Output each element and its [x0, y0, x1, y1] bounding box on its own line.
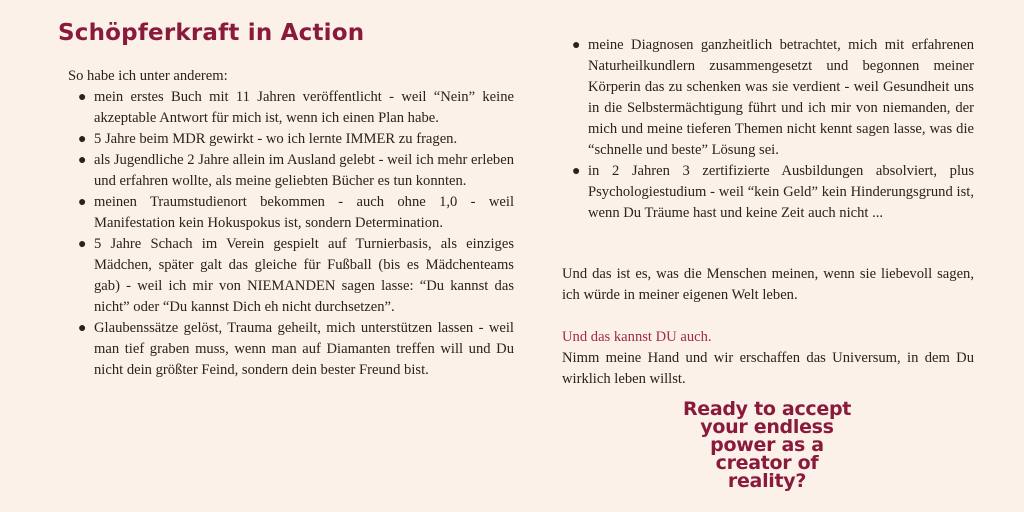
list-item — [73, 150, 514, 192]
list-item-text: 5 Jahre beim MDR gewirkt - wo ich lernte IMMER zu fragen. — [94, 131, 458, 147]
bullet-icon: ● — [78, 90, 87, 105]
highlight-line: Und das kannst DU auch. — [562, 329, 712, 345]
list-item — [567, 35, 974, 161]
list-item — [73, 129, 514, 150]
list-item-text: in 2 Jahren 3 zertifizierte Ausbildungen absolviert, plus Psychologiestudium - weil “kein Geld” kein Hinderungsgrund ist, wenn Du Träume hast und keine Zeit auch nicht ... — [588, 163, 974, 221]
summary-paragraph: Und das ist es, was die Menschen meinen, wenn sie liebevoll sagen, ich würde in meiner eigenen Welt leben. — [562, 266, 974, 303]
list-item — [567, 161, 974, 224]
page-title: Schöpferkraft in Action — [58, 20, 365, 46]
list-item — [73, 192, 514, 234]
cta-line: your endless — [700, 416, 834, 438]
list-item — [73, 87, 514, 129]
cta-line: creator of — [715, 452, 819, 474]
cta-line: Ready to accept — [682, 398, 852, 420]
bullet-icon: ● — [78, 237, 87, 252]
bullet-icon: ● — [572, 164, 581, 179]
list-item-text: mein erstes Buch mit 11 Jahren veröffentlicht - weil “Nein” keine akzeptable Antwort für mich ist, wenn ich einen Plan habe. — [94, 89, 514, 126]
list-item-text: meine Diagnosen ganzheitlich betrachtet, mich mit erfahrenen Naturheilkundlern zusammengesetzt und begonnen meiner Körperin das zu schenken was sie verdient - weil Gesundheit uns in die Selbstermächtigung führt und ich mir von niemanden, der mich und meine tieferen Themen nicht kennt sagen lasse, was die “schnelle und beste” Lösung sei. — [588, 37, 974, 158]
list-item — [73, 234, 514, 318]
list-item-text: als Jugendliche 2 Jahre allein im Ausland gelebt - weil ich mehr erleben und erfahren wollte, als meine geliebten Bücher es tun konnten. — [94, 152, 514, 189]
list-item-text: Glaubenssätze gelöst, Trauma geheilt, mich unterstützen lassen - weil man tief graben muss, wenn man auf Diamanten treffen will und Du nicht dein größter Feind, sondern dein bester Freund bist. — [94, 320, 514, 378]
list-item — [73, 318, 514, 381]
bullet-icon: ● — [78, 132, 87, 147]
bullet-icon: ● — [572, 38, 581, 53]
invitation-paragraph: Nimm meine Hand und wir erschaffen das Universum, in dem Du wirklich leben willst. — [562, 350, 974, 387]
cta-line: reality? — [727, 470, 807, 492]
intro-text: So habe ich unter anderem: — [68, 68, 228, 84]
bullet-icon: ● — [78, 153, 87, 168]
call-to-action — [652, 400, 882, 490]
list-item-text: 5 Jahre Schach im Verein gespielt auf Turnierbasis, als einziges Mädchen, später galt das gleiche für Fußball (bis es Mädchenteams gab) - weil ich mir von NIEMANDEN sagen lasse: “Du kannst das nicht” oder “Du kannst Dich eh nicht durchsetzen”. — [94, 236, 514, 315]
achievements-list-left — [73, 87, 514, 381]
achievements-list-right — [567, 35, 974, 224]
bullet-icon: ● — [78, 321, 87, 336]
bullet-icon: ● — [78, 195, 87, 210]
cta-line: power as a — [710, 434, 824, 456]
list-item-text: meinen Traumstudienort bekommen - auch ohne 1,0 - weil Manifestation kein Hokuspokus ist, sondern Determination. — [94, 194, 514, 231]
